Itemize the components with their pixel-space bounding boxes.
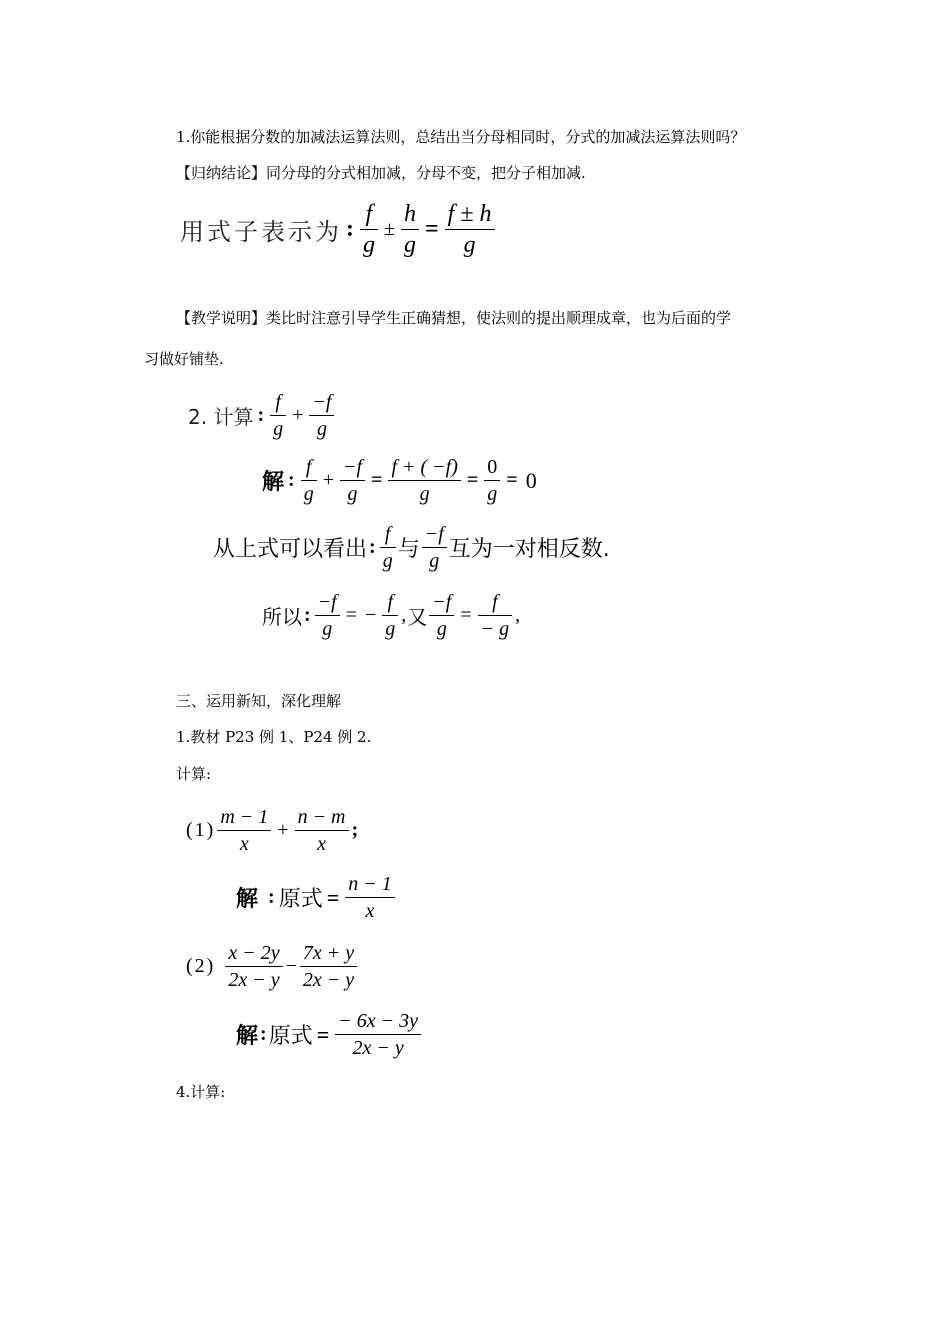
numerator: −f	[312, 391, 332, 413]
numerator: −f	[424, 523, 444, 545]
denominator: x	[317, 833, 326, 855]
fraction-m-minus-1-over-x	[217, 806, 271, 855]
formula-same-denominator	[180, 201, 497, 259]
fraction-f-over-g	[301, 456, 317, 505]
colon: :	[369, 536, 376, 558]
denominator: 2x − y	[228, 969, 280, 991]
numerator: n − 1	[348, 873, 392, 895]
fraction-neg-f-over-g	[422, 523, 447, 572]
fraction-result	[445, 201, 495, 259]
item-1: 1.教材 P23 例 1、P24 例 2.	[176, 728, 372, 746]
observation	[213, 523, 610, 572]
comma: ,	[515, 604, 521, 626]
equals-sign: =	[326, 884, 340, 910]
colon: :	[268, 886, 275, 908]
denominator: 2x − y	[352, 1037, 404, 1059]
fraction-combined	[388, 456, 460, 505]
fraction-zero-over-g	[484, 456, 500, 505]
numerator: −f	[317, 591, 337, 613]
denominator: g	[436, 618, 447, 640]
observation-and: 与	[397, 537, 420, 562]
denominator: x	[365, 900, 375, 922]
calc-label: 计算:	[176, 765, 212, 783]
fraction-f-over-g	[360, 201, 378, 259]
denominator: x	[239, 833, 249, 855]
fraction-f-over-g	[380, 523, 396, 572]
conclusion-text: 同分母的分式相加减，分母不变，把分子相加减.	[266, 164, 586, 182]
numerator: x − 2y	[228, 942, 280, 964]
calc-2	[188, 391, 336, 440]
example-2	[186, 942, 359, 991]
denominator: g	[273, 418, 284, 440]
fraction-neg-f-over-g	[340, 456, 365, 505]
solution-label: 解	[262, 470, 285, 495]
fraction-neg-f-over-g	[429, 591, 454, 640]
plus-sign: +	[277, 819, 289, 841]
so-label: 所以	[262, 605, 302, 629]
result-value: 0	[525, 467, 537, 493]
denominator: 2x − y	[302, 969, 355, 991]
section-3-heading: 三、运用新知，深化理解	[176, 692, 342, 710]
comma: ,	[401, 604, 407, 626]
fraction-7x-plus-y-over-2x-minus-y	[300, 942, 357, 991]
fraction-neg-f-over-g	[309, 391, 334, 440]
denominator: g	[322, 618, 333, 640]
solution-2	[262, 456, 541, 505]
conclusion-paragraph	[176, 163, 586, 183]
fraction-n-minus-1-over-x	[345, 873, 395, 922]
teaching-tag: 【教学说明】	[176, 309, 267, 327]
denominator: g	[363, 232, 375, 259]
colon: :	[257, 404, 265, 426]
fraction-f-over-neg-g	[478, 591, 513, 640]
calc-2-label: 2. 计算	[188, 405, 254, 429]
equals-sign: =	[345, 604, 358, 626]
minus-sign: −	[365, 604, 377, 626]
numerator: 0	[487, 456, 498, 478]
denominator: g	[303, 483, 314, 505]
numerator: h	[403, 201, 416, 227]
numerator: f ± h	[447, 201, 492, 227]
semicolon: ;	[351, 819, 359, 841]
denominator: g	[385, 618, 396, 640]
numerator: f + ( −f)	[391, 456, 458, 478]
teaching-text: 类比时注意引导学生正确猜想，使法则的提出顺理成章，也为后面的学	[266, 309, 732, 327]
numerator: − 6x − 3y	[338, 1010, 418, 1032]
plus-sign: +	[322, 469, 334, 491]
fraction-h-over-g	[401, 201, 419, 259]
numerator: f	[384, 523, 391, 545]
teaching-note-line-2: 习做好铺垫.	[144, 350, 224, 368]
numerator: −f	[432, 591, 452, 613]
teaching-note-line-1	[176, 308, 731, 328]
numerator: m − 1	[220, 806, 269, 828]
example-1-solution	[236, 873, 397, 922]
colon: :	[288, 469, 295, 491]
numerator: n − m	[297, 806, 346, 828]
denominator: g	[487, 483, 498, 505]
solution-label: 解	[236, 1024, 259, 1049]
minus-sign: −	[285, 955, 297, 977]
conclusion-tag: 【归纳结论】	[176, 164, 267, 182]
also-label: 又	[407, 605, 428, 629]
fraction-result	[335, 1010, 421, 1059]
equals-sign: =	[371, 469, 383, 491]
denominator: g	[403, 232, 416, 259]
formula-colon: :	[346, 216, 354, 243]
denominator: g	[429, 550, 440, 572]
example-2-label: (2)	[186, 955, 216, 977]
denominator: g	[316, 418, 327, 440]
numerator: f	[305, 456, 312, 478]
fraction-f-over-g	[382, 591, 398, 640]
numerator: f	[387, 591, 394, 613]
colon: :	[304, 604, 311, 626]
numerator: f	[275, 391, 281, 413]
equals-sign: =	[316, 1021, 330, 1047]
numerator: f	[492, 591, 498, 613]
observation-prefix: 从上式可以看出	[213, 537, 368, 562]
solution-label: 解	[236, 887, 259, 912]
example-1	[186, 806, 359, 855]
item-4: 4.计算:	[176, 1083, 226, 1101]
equals-sign: =	[460, 604, 472, 626]
denominator: − g	[480, 618, 510, 640]
fraction-neg-f-over-g	[315, 591, 340, 640]
equals-sign: =	[466, 469, 479, 491]
observation-suffix: 互为一对相反数.	[448, 537, 610, 562]
numerator: −f	[342, 456, 363, 478]
original-expression-label: 原式	[278, 887, 323, 912]
fraction-n-minus-m-over-x	[295, 806, 349, 855]
plus-minus-sign: ±	[384, 218, 395, 241]
example-2-solution	[236, 1010, 423, 1059]
example-1-label: (1)	[186, 819, 216, 841]
conclusion-so	[262, 591, 521, 640]
question-1: 1.你能根据分数的加减法运算法则，总结出当分母相同时，分式的加减法运算法则吗？	[176, 128, 746, 146]
denominator: g	[382, 550, 393, 572]
numerator: 7x + y	[302, 942, 355, 964]
denominator: g	[419, 483, 430, 505]
formula-label: 用式子表示为	[180, 218, 342, 247]
denominator: g	[463, 232, 476, 259]
fraction-x-minus-2y-over-2x-minus-y	[225, 942, 282, 991]
denominator: g	[347, 483, 358, 505]
equals-sign: =	[506, 469, 518, 491]
numerator: f	[365, 201, 373, 227]
plus-sign: +	[292, 404, 304, 426]
fraction-f-over-g	[270, 391, 286, 440]
original-expression-label: 原式	[268, 1024, 313, 1049]
equals-sign: =	[424, 216, 439, 243]
colon: :	[260, 1023, 267, 1045]
